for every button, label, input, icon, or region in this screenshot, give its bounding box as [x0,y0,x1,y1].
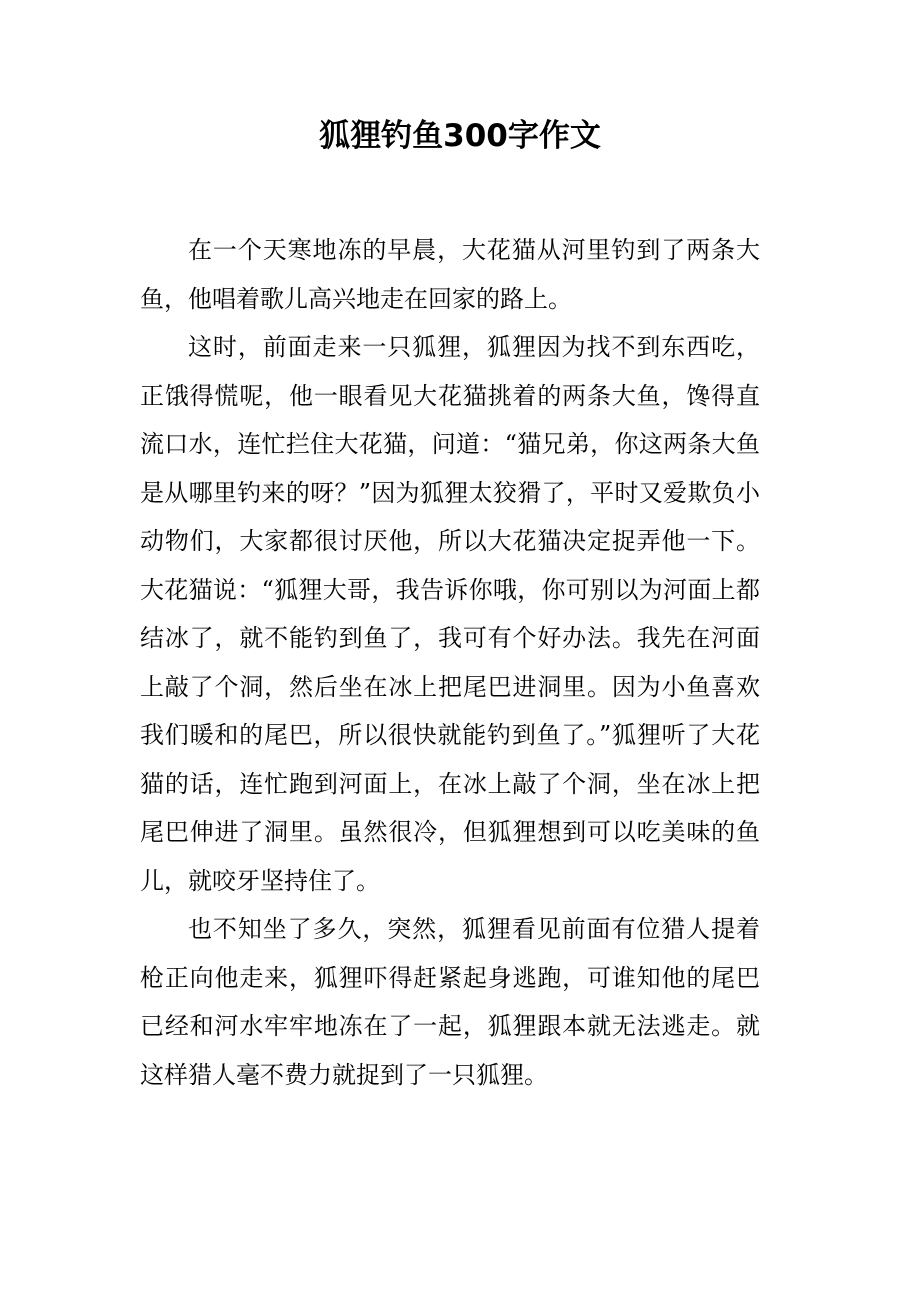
document-body [140,226,760,1099]
paragraph: 在一个天寒地冻的早晨，大花猫从河里钓到了两条大鱼，他唱着歌儿高兴地走在回家的路上。 [140,236,760,313]
paragraph: 这时，前面走来一只狐狸，狐狸因为找不到东西吃，正饿得慌呢，他一眼看见大花猫挑着的两条大鱼，馋得直流口水，连忙拦住大花猫，问道：“猫兄弟，你这两条大鱼是从哪里钓来的呀？”因为狐狸太狡猾了，平时又爱欺负小动物们，大家都很讨厌他，所以大花猫决定捉弄他一下。大花猫说：“狐狸大哥，我告诉你哦，你可别以为河面上都结冰了，就不能钓到鱼了，我可有个好办法。我先在河面上敲了个洞，然后坐在冰上把尾巴进洞里。因为小鱼喜欢我们暖和的尾巴，所以很快就能钓到鱼了。”狐狸听了大花猫的话，连忙跑到河面上，在冰上敲了个洞，坐在冰上把尾巴伸进了洞里。虽然很冷，但狐狸想到可以吃美味的鱼儿，就咬牙坚持住了。 [140,333,760,895]
document-title: 狐狸钓鱼300字作文 [319,118,601,154]
paragraph: 也不知坐了多久，突然，狐狸看见前面有位猎人提着枪正向他走来，狐狸吓得赶紧起身逃跑，可谁知他的尾巴已经和河水牢牢地冻在了一起，狐狸跟本就无法逃走。就这样猎人毫不费力就捉到了一只狐狸。 [140,915,760,1089]
